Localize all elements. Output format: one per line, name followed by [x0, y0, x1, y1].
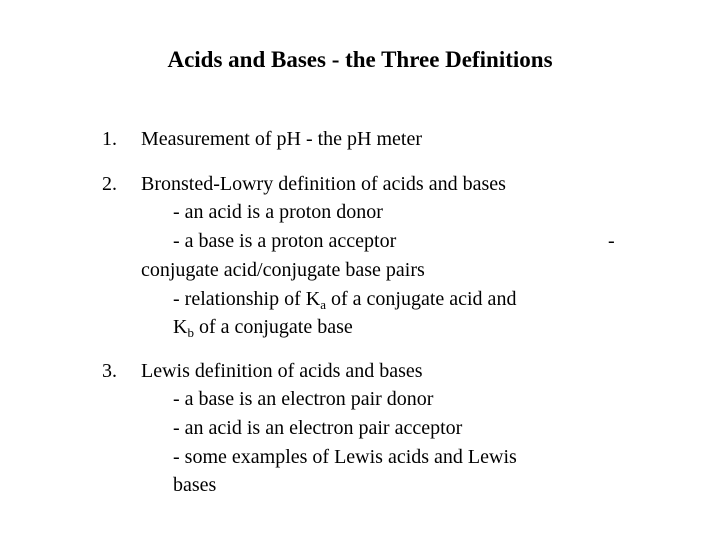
item-2-line-base-acceptor: - a base is a proton acceptor [173, 230, 397, 252]
item-2-dash: - [608, 230, 615, 252]
item-3-line-examples: - some examples of Lewis acids and Lewis [173, 446, 517, 468]
item-2-heading: Bronsted-Lowry definition of acids and bases [141, 173, 506, 195]
kb-text: K [173, 316, 188, 338]
item-3-number: 3. [102, 360, 117, 382]
ka-subscript: a [320, 297, 326, 312]
item-1-heading: Measurement of pH - the pH meter [141, 128, 423, 150]
item-2-line-kb [173, 313, 353, 341]
item-3-line-acid-acceptor: - an acid is an electron pair acceptor [173, 417, 463, 439]
kb-subscript: b [187, 325, 194, 340]
ka-text: - relationship of K [173, 288, 321, 310]
item-2-number: 2. [102, 173, 117, 195]
item-2-line-ka-relationship [173, 285, 516, 313]
item-3-line-base-donor: - a base is an electron pair donor [173, 388, 434, 410]
slide-title: Acids and Bases - the Three Definitions [167, 47, 553, 72]
ka-text-cont: of a conjugate acid and [325, 288, 517, 310]
item-3-line-bases: bases [173, 474, 217, 496]
item-2-line-acid-donor: - an acid is a proton donor [173, 201, 383, 223]
item-2-line-conjugate-pairs: conjugate acid/conjugate base pairs [141, 259, 425, 281]
kb-text-cont: of a conjugate base [193, 316, 353, 338]
item-3-heading: Lewis definition of acids and bases [141, 360, 423, 382]
item-1-number: 1. [102, 128, 117, 150]
